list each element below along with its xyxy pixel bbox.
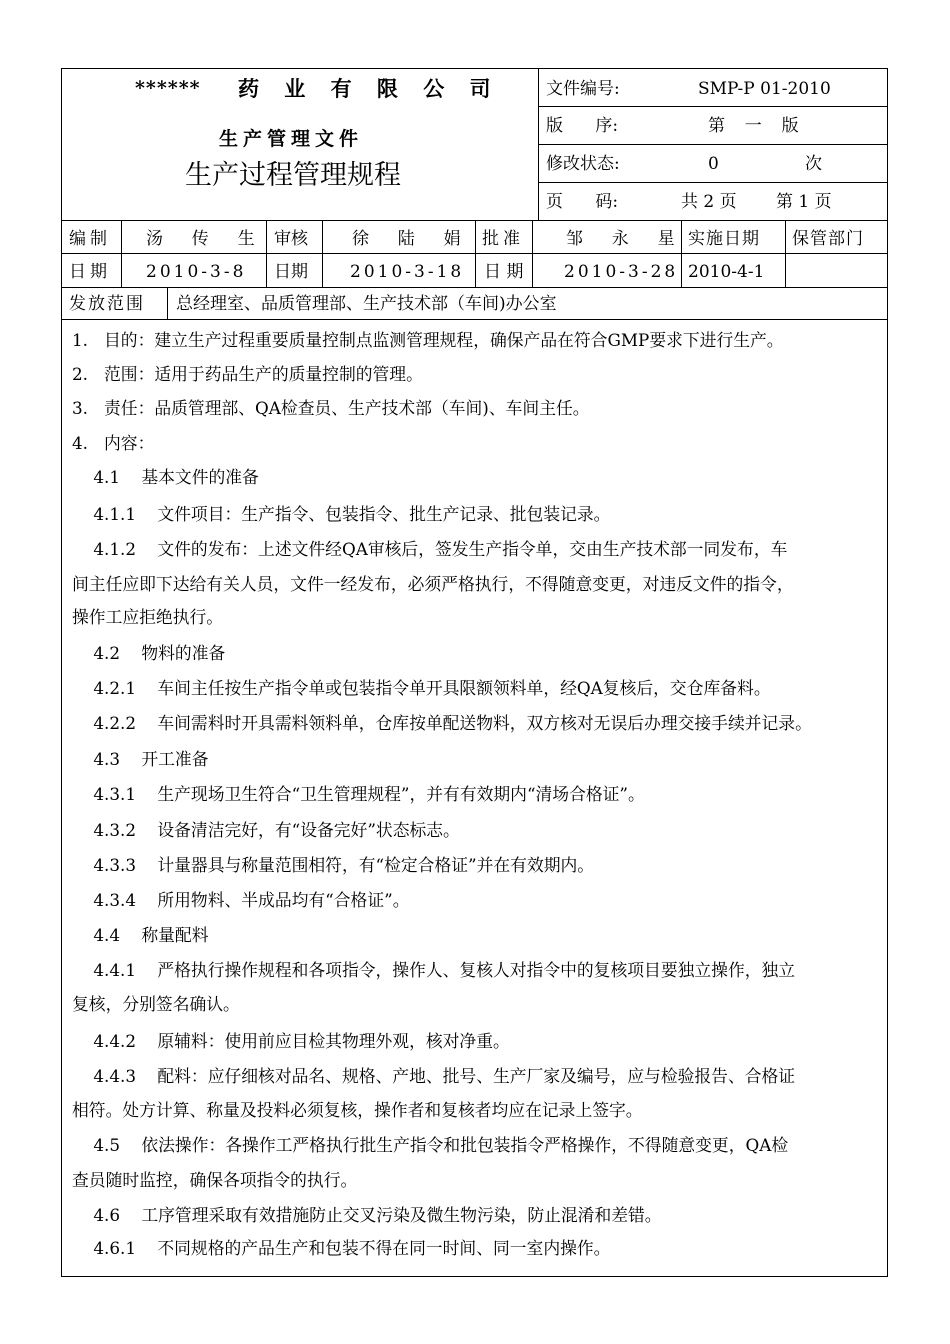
body-line: 4.2.2 车间需料时开具需料领料单，仓库按单配送物料，双方核对无误后办理交接手续并记录。 [72, 713, 812, 733]
body-line: 4.4.2 原辅料：使用前应目检其物理外观，核对净重。 [72, 1031, 510, 1051]
reviewer-name: 徐 陆 娟 [352, 229, 467, 249]
revision-label: 修改状态: [546, 154, 620, 174]
review-date: 2010-3-18 [350, 262, 465, 282]
effective-date: 2010-4-1 [688, 262, 765, 282]
date-label: 日期 [69, 262, 111, 282]
body-line: 4.6.1 不同规格的产品生产和包装不得在同一时间、同一室内操作。 [72, 1238, 611, 1258]
body-line: 4.5 依法操作：各操作工严格执行批生产指令和批包装指令严格操作，不得随意变更，QA检 [72, 1135, 789, 1155]
body-line: 3. 责任：品质管理部、QA检查员、生产技术部（车间)、车间主任。 [72, 398, 590, 418]
body-line: 复核，分别签名确认。 [72, 994, 240, 1014]
rule [61, 287, 888, 288]
editor-name: 汤 传 生 [146, 229, 261, 249]
body-line: 4. 内容： [72, 433, 155, 453]
rule [121, 220, 122, 287]
body-line: 4.3.2 设备清洁完好，有“设备完好”状态标志。 [72, 820, 460, 840]
body-line: 4.2.1 车间主任按生产指令单或包装指令单开具限额领料单，经QA复核后，交仓库备料。 [72, 678, 771, 698]
rule [538, 144, 888, 145]
distribution-value: 总经理室、品质管理部、生产技术部（车间)办公室 [176, 294, 557, 314]
doc-no-label: 文件编号: [546, 79, 620, 99]
rule [475, 220, 476, 287]
edition-value: 第 一 版 [708, 116, 802, 136]
revision-unit: 次 [805, 154, 822, 174]
rule [532, 220, 533, 287]
body-line: 4.4.3 配料：应仔细核对品名、规格、产地、批号、生产厂家及编号，应与检验报告、合格证 [72, 1066, 796, 1086]
review-label: 审核 [274, 229, 308, 249]
company-stars: ****** [135, 77, 201, 99]
approve-date: 2010-3-28 [564, 262, 679, 282]
page-total: 共 2 页 [681, 192, 737, 212]
document-title: 生产过程管理规程 [185, 160, 401, 191]
rule [167, 287, 168, 319]
body-line: 相符。处方计算、称量及投料必须复核，操作者和复核者均应在记录上签字。 [72, 1100, 643, 1120]
rule [785, 220, 786, 287]
page-label: 页 码: [546, 192, 619, 212]
body-line: 操作工应拒绝执行。 [72, 607, 224, 627]
body-line: 4.6 工序管理采取有效措施防止交叉污染及微生物污染，防止混淆和差错。 [72, 1205, 662, 1225]
rule [61, 319, 888, 320]
rule [322, 220, 323, 287]
body-line: 间主任应即下达给有关人员，文件一经发布，必须严格执行，不得随意变更，对违反文件的指令， [72, 574, 794, 594]
doc-no-value: SMP-P 01-2010 [698, 79, 831, 99]
custody-label: 保管部门 [792, 229, 864, 249]
effective-label: 实施日期 [688, 229, 760, 249]
approver-name: 邹 永 星 [566, 229, 681, 249]
body-line: 4.3.4 所用物料、半成品均有“合格证”。 [72, 890, 410, 910]
body-line: 4.3.1 生产现场卫生符合“卫生管理规程”，并有有效期内“清场合格证”。 [72, 784, 645, 804]
body-line: 查员随时监控，确保各项指令的执行。 [72, 1170, 358, 1190]
body-line: 2. 范围：适用于药品生产的质量控制的管理。 [72, 364, 423, 384]
document-type: 生产管理文件 [219, 128, 364, 150]
body-line: 4.2 物料的准备 [72, 643, 226, 663]
company-name: 药 业 有 限 公 司 [238, 76, 500, 101]
edit-date: 2010-3-8 [146, 262, 247, 282]
approve-label: 批准 [482, 229, 524, 249]
edit-label: 编制 [69, 229, 111, 249]
date-label: 日 期 [484, 262, 524, 282]
rule [681, 220, 682, 287]
rule [538, 106, 888, 107]
body-line: 4.4.1 严格执行操作规程和各项指令，操作人、复核人对指令中的复核项目要独立操作，独立 [72, 960, 796, 980]
body-line: 4.1.1 文件项目：生产指令、包装指令、批生产记录、批包装记录。 [72, 504, 611, 524]
page-current: 第 1 页 [776, 192, 832, 212]
body-line: 4.4 称量配料 [72, 925, 209, 945]
body-line: 4.3.3 计量器具与称量范围相符，有“检定合格证”并在有效期内。 [72, 855, 595, 875]
body-line: 4.1 基本文件的准备 [72, 467, 259, 487]
body-line: 4.1.2 文件的发布：上述文件经QA审核后，签发生产指令单，交由生产技术部一同发布，车 [72, 539, 788, 559]
rule [538, 68, 539, 220]
date-label: 日期 [274, 262, 308, 282]
distribution-label: 发放范围 [69, 294, 145, 314]
rule [266, 220, 267, 287]
body-line: 1. 目的：建立生产过程重要质量控制点监测管理规程，确保产品在符合GMP要求下进行生产。 [72, 330, 784, 350]
revision-value: 0 [708, 154, 719, 174]
edition-label: 版 序: [546, 116, 619, 136]
rule [538, 182, 888, 183]
body-line: 4.3 开工准备 [72, 749, 209, 769]
